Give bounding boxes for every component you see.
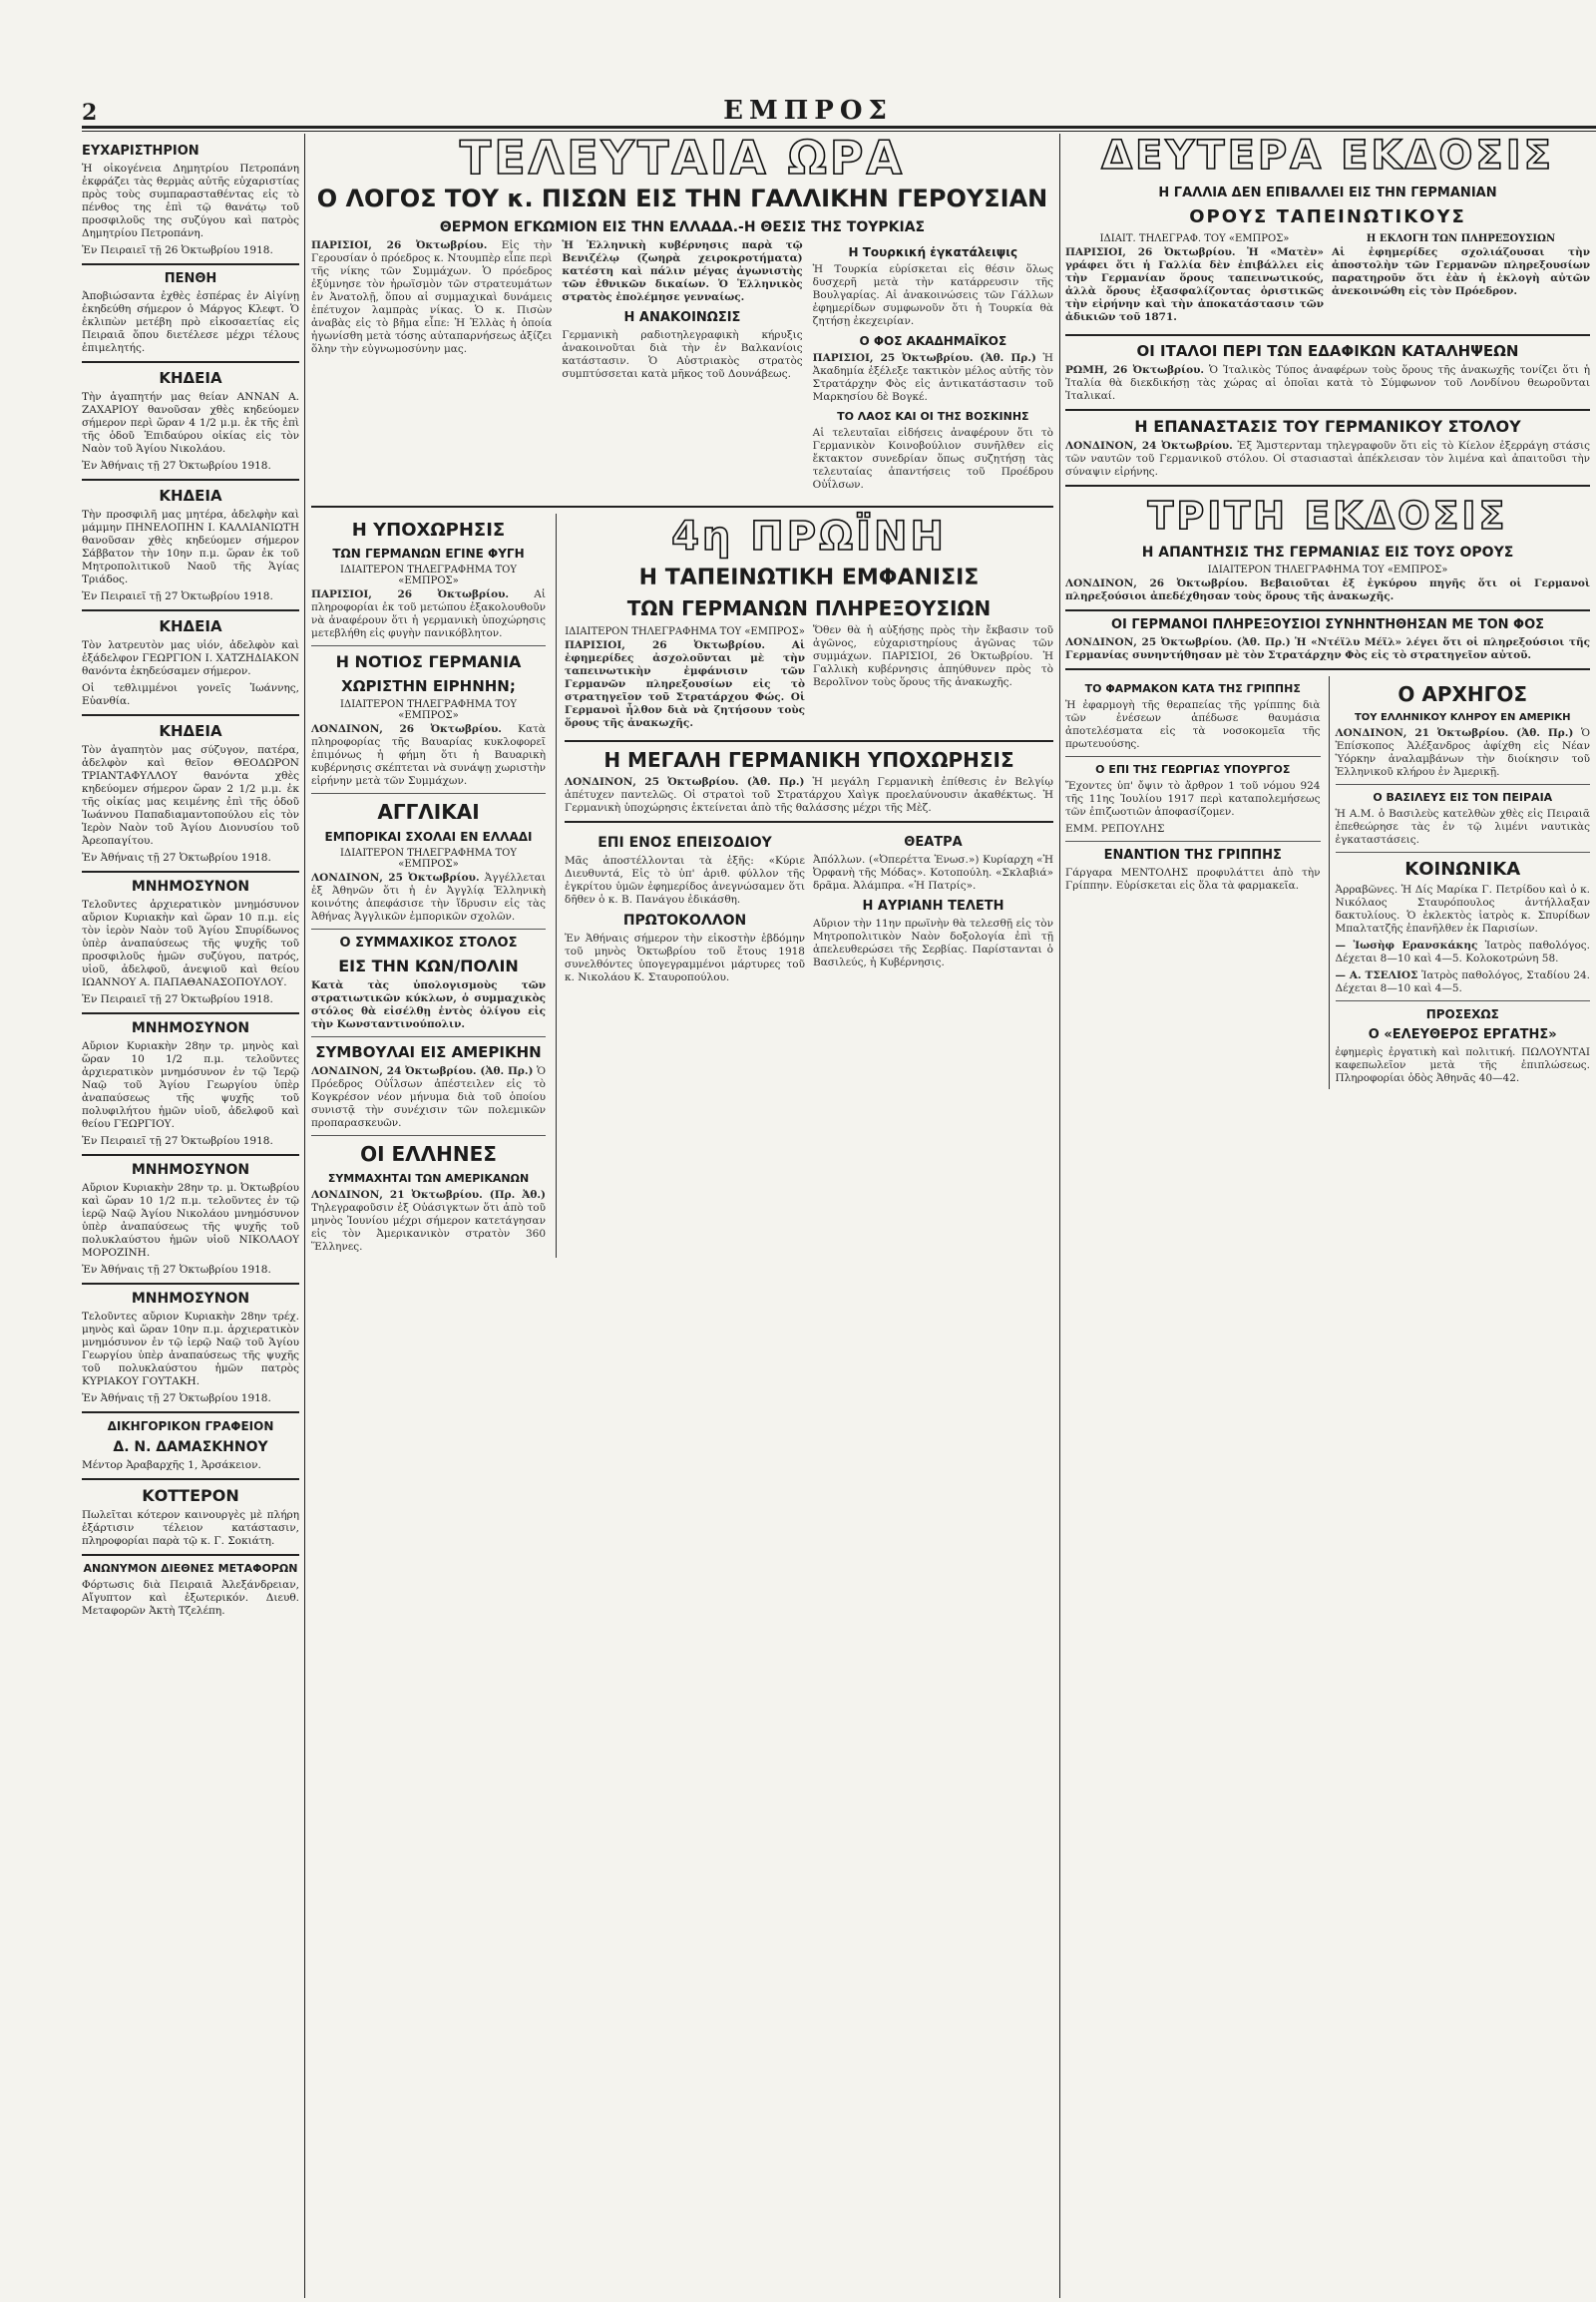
dateline: ΠΑΡΙΣΙΟΙ, 26 Ὀκτωβρίου.	[311, 239, 488, 251]
workers-name: Ο «ΕΛΕΥΘΕΡΟΣ ΕΡΓΑΤΗΣ»	[1368, 1027, 1557, 1042]
column-rule	[1059, 134, 1060, 2298]
law-office-address: Μέντορ Ἀραβαρχῆς 1, Ἀρσάκειον.	[82, 1459, 261, 1471]
greeks-sub: ΣΥΜΜΑΧΗΤΑΙ ΤΩΝ ΑΜΕΡΙΚΑΝΩΝ	[327, 1172, 530, 1185]
law-office-name: Δ. Ν. ΔΑΜΑΣΚΗΝΟΥ	[113, 1439, 268, 1455]
source-line: ΙΔΙΑΙΤΕΡΟΝ ΤΗΛΕΓΡΑΦΗΜΑ ΤΟΥ «ΕΜΠΡΟΣ»	[340, 848, 517, 870]
memorial-text: Τελοῦντες αὔριον Κυριακὴν 28ην τρέχ. μηνὸς καὶ ὥραν 10ην π.μ. ἀρχιερατικὸν μνημόσυνον ἐν τῷ ἱερῷ Ναῷ τοῦ Ἁγίου Γεωργίου ὑπὲρ ἀναπαύσεως τῆς ψυχῆς τοῦ πολυκλαύστου ἡμῶν πατρὸς ΚΥΡΙΑΚΟΥ ΓΟΥΤΑΚΗ.	[82, 1311, 299, 1387]
source-line: ΙΔΙΑΙΤΕΡΟΝ ΤΗΛΕΓΡΑΦΗΜΑ ΤΟΥ «ΕΜΠΡΟΣ»	[340, 699, 517, 721]
italians-text: Ὁ Ἰταλικὸς Τύπος ἀναφέρων τοὺς ὅρους τῆς ἀνακωχῆς τονίζει ὅτι ἡ Ἰταλία θὰ διεκδικήσῃ τὰς χώρας αἱ ὁποῖαι κατὰ τὸ Σύμφωνον τοῦ Λονδίνου θεωροῦνται Ἰταλικαί.	[1065, 364, 1590, 402]
funeral-text: Τὸν ἀγαπητὸν μας σύζυγον, πατέρα, ἀδελφὸν καὶ θεῖον ΘΕΟΔΩΡΟΝ ΤΡΙΑΝΤΑΦΥΛΛΟΥ θανόντα χθὲς κηδεύομεν σήμερον ὥραν 2 1/2 μ.μ. ἐκ τῆς οἰκίας μας κειμένης ἐπὶ τῆς ὁδοῦ Ἰωάννου Παπαδιαμαντοπούλου εἰς τὸν Ἱερὸν Ναὸν τοῦ Ἁγίου Διονυσίου τοῦ Ἀρεοπαγίτου.	[82, 744, 299, 847]
mourning-title: ΠΕΝΘΗ	[164, 271, 217, 286]
protocol-title: ΠΡΩΤΟΚΟΛΛΟΝ	[622, 913, 747, 929]
left-column	[82, 138, 299, 2298]
funeral-title: ΚΗΔΕΙΑ	[159, 617, 222, 635]
speech-text: Ἡ Ἑλληνικὴ κυβέρνησις παρὰ τῷ Βενιζέλῳ (ζωηρὰ χειροκροτήματα) κατέστη καὶ πάλιν μέγας ἀγωνιστὴς τῶν ἐθνικῶν δικαίων. Ὁ Ἑλληνικὸς στρατὸς ἐπολέμησε γενναίως.	[562, 239, 803, 303]
dateline: ΠΑΡΙΣΙΟΙ, 26 Ὀκτωβρίου.	[1065, 246, 1236, 258]
minister-text: Ἔχοντες ὑπ' ὄψιν τὸ ἄρθρον 1 τοῦ νόμου 924 τῆς 11ης Ἰουλίου 1917 περὶ καταπολεμήσεως τῶν ἐπιζωοτιῶν ἀποφασίζομεν.	[1065, 780, 1321, 818]
ceremony-title: Η ΑΥΡΙΑΝΗ ΤΕΛΕΤΗ	[862, 899, 1004, 914]
fourth-headline-sub: ΤΩΝ ΓΕΡΜΑΝΩΝ ΠΛΗΡΕΞΟΥΣΙΩΝ	[626, 596, 992, 620]
dateline: ΛΟΝΔΙΝΟΝ, 24 Ὀκτωβρίου.	[1065, 440, 1233, 452]
funeral-date: Ἐν Ἀθήναις τῇ 27 Ὀκτωβρίου 1918.	[82, 460, 271, 472]
dateline: ΠΑΡΙΣΙΟΙ, 26 Ὀκτωβρίου.	[565, 639, 766, 651]
retreat-sub: ΤΩΝ ΓΕΡΜΑΝΩΝ ΕΓΙΝΕ ΦΥΓΗ	[332, 547, 525, 561]
episode-text: Μᾶς ἀποστέλλονται τὰ ἑξῆς: «Κύριε Διευθυντά, Εἰς τὸ ὑπ' ἀριθ. φύλλον τῆς ἐγκρίτου ὑμῶν ἐφημερίδος ἀνεγνώσαμεν ὅτι δῆθεν ὁ κ. Β. Πανάγου ἐδικάσθη.	[565, 855, 805, 906]
masthead-rule	[82, 126, 1596, 129]
speech-headline: Ο ΛΟΓΟΣ ΤΟΥ κ. ΠΙΣΩΝ ΕΙΣ ΤΗΝ ΓΑΛΛΙΚΗΝ ΓΕΡΟΥΣΙΑΝ	[316, 185, 1048, 212]
center-section	[311, 132, 1053, 2298]
speech-text: Εἰς τὴν Γερουσίαν ὁ πρόεδρος κ. Ντουμπὲρ εἶπε περὶ τῆς νίκης τῶν Συμμάχων. Ὁ πρόεδρος ἐξύμνησε τὸν ἡρωϊσμὸν τῶν στρατευμάτων ἐν Ἀνατολῇ, ὅπου αἱ συμμαχικαὶ δυνάμεις ἐπέτυχον λαμπρὰς νίκας. Ὁ κ. Πισὼν ἀναβὰς εἰς τὸ βῆμα εἶπε: Ἡ Ἑλλὰς ἡ ὁποία ἠγωνίσθη μετὰ τόσης αὐταπαρνήσεως ἀξίζει ὅλην τὴν εὐγνωμοσύνην μας.	[311, 239, 553, 355]
dateline: ΛΟΝΔΙΝΟΝ, 25 Ὀκτωβρίου. (Ἀθ. Πρ.)	[1065, 636, 1291, 648]
dateline: ΡΩΜΗ, 26 Ὀκτωβρίου.	[1065, 364, 1205, 376]
leader-title: Ο ΑΡΧΗΓΟΣ	[1397, 682, 1528, 706]
thanks-title: ΕΥΧΑΡΙΣΤΗΡΙΟΝ	[82, 144, 200, 159]
leader-sub: ΤΟΥ ΕΛΛΗΝΙΚΟΥ ΚΛΗΡΟΥ ΕΝ ΑΜΕΡΙΚΗ	[1354, 712, 1571, 723]
minister-sign: ΕΜΜ. ΡΕΠΟΥΛΗΣ	[1065, 823, 1165, 835]
fleet-text: Κατὰ τὰς ὑπολογισμοὺς τῶν στρατιωτικῶν κύκλων, ὁ συμμαχικὸς στόλος θὰ εἰσέλθῃ ἐντὸς ὀλίγου εἰς τὴν Κωνσταντινούπολιν.	[311, 979, 546, 1030]
dateline: ΛΟΝΔΙΝΟΝ, 25 Ὀκτωβρίου.	[311, 872, 480, 884]
gallia-sub: ΟΡΟΥΣ ΤΑΠΕΙΝΩΤΙΚΟΥΣ	[1189, 206, 1466, 227]
dateline: ΛΟΝΔΙΝΟΝ, 26 Ὀκτωβρίου.	[1065, 577, 1248, 589]
gallia-text: Ἡ «Ματὲν» γράφει ὅτι ἡ Γαλλία δὲν ἐπιβάλλει εἰς τὴν Γερμανίαν ὅρους ταπεινωτικούς, ἀλλὰ ὅρους ἐξασφαλίζοντας ὁριστικῶς τὴν εἰρήνην καὶ τὴν ἀποκατάστασιν τῶν ἀδικιῶν τοῦ 1871.	[1065, 246, 1324, 323]
doctor-name: — Α. ΤΣΕΛΙΟΣ	[1335, 969, 1418, 981]
workers-text: ἐφημερὶς ἐργατικὴ καὶ πολιτική. ΠΩΛΟΥΝΤΑΙ καφεπωλεῖον μετὰ τῆς ἐπιπλώσεως. Πληροφορίαι ὁδὸς Ἀθηνᾶς 40—42.	[1335, 1046, 1590, 1084]
announcement-text: Γερμανικὴ ραδιοτηλεγραφικὴ κήρυξις ἀνακοινοῦται διὰ τὴν ἐν Βαλκανίοις κατάστασιν. Ὁ Αὐστριακὸς στρατὸς συμπτύσσεται κατὰ μῆκος τοῦ Δουνάβεως.	[562, 329, 803, 380]
fourth-text: Ὅθεν θὰ ἡ αὐξήσῃς πρὸς τὴν ἔκβασιν τοῦ ἀγῶνος, εὐχαριστηρίους ἀγῶνας τῶν συμμάχων. ΠΑΡΙΣΙΟΙ, 26 Ὀκτωβρίου. Ἡ Γαλλικὴ κυβέρνησις ἀπηύθυνεν πρὸς τὸ Βερολῖνον τοὺς ὅρους τῆς ἀνακωχῆς.	[813, 624, 1053, 688]
episode-title: ΕΠΙ ΕΝΟΣ ΕΠΕΙΣΟΔΙΟΥ	[598, 835, 772, 851]
right-left-subcolumn	[1065, 676, 1321, 1089]
fourth-title: 4η ΠΡΩΪΝΗ	[671, 514, 947, 560]
paper-name: ΕΜΠΡΟΣ	[723, 96, 893, 126]
dateline: ΛΟΝΔΙΝΟΝ, 21 Ὀκτωβρίου. (Ἀθ. Πρ.)	[1335, 727, 1574, 739]
reply-title: Η ΑΠΑΝΤΗΣΙΣ ΤΗΣ ΓΕΡΜΑΝΙΑΣ ΕΙΣ ΤΟΥΣ ΟΡΟΥΣ	[1141, 545, 1514, 561]
source-line: ΙΔΙΑΙΤ. ΤΗΛΕΓΡΑΦ. ΤΟΥ «ΕΜΠΡΟΣ»	[1099, 233, 1290, 244]
law-office-title: ΔΙΚΗΓΟΡΙΚΟΝ ΓΡΑΦΕΙΟΝ	[107, 1419, 274, 1433]
germany-title: Η ΝΟΤΙΟΣ ΓΕΡΜΑΝΙΑ	[335, 652, 522, 671]
turkey-title: Η Τουρκική ἐγκατάλειψις	[848, 245, 1018, 259]
doctor-text: Ἰατρὸς παθολόγος. Δέχεται 8—10 καὶ 4—5. Κολοκοτρώνη 58.	[1335, 940, 1590, 964]
funeral-date: Ἐν Ἀθήναις τῇ 27 Ὀκτωβρίου 1918.	[82, 852, 271, 864]
source-line: ΙΔΙΑΙΤΕΡΟΝ ΤΗΛΕΓΡΑΦΗΜΑ ΤΟΥ «ΕΜΠΡΟΣ»	[1207, 565, 1448, 576]
italians-title: ΟΙ ΙΤΑΛΟΙ ΠΕΡΙ ΤΩΝ ΕΔΑΦΙΚΩΝ ΚΑΤΑΛΗΨΕΩΝ	[1136, 342, 1519, 360]
funeral-date: Ἐν Πειραιεῖ τῇ 27 Ὀκτωβρίου 1918.	[82, 590, 273, 602]
fourth-edition	[556, 514, 1053, 1258]
gallia-title: Η ΓΑΛΛΙΑ ΔΕΝ ΕΠΙΒΑΛΛΕΙ ΕΙΣ ΤΗΝ ΓΕΡΜΑΝΙΑΝ	[1158, 186, 1497, 200]
main-headline: ΤΕΛΕΥΤΑΙΑ ΩΡΑ	[459, 132, 906, 185]
flu-text: Γάργαρα ΜΕΝΤΟΛΗΣ προφυλάττει ἀπὸ τὴν Γρίππην. Εὑρίσκεται εἰς ὅλα τὰ φαρμακεῖα.	[1065, 867, 1321, 892]
leader-text: Ὁ Ἐπίσκοπος Ἀλέξανδρος ἀφίχθη εἰς Νέαν Ὑόρκην ἀναλαμβάνων τὴν διοίκησιν τοῦ Ἑλληνικοῦ κλήρου ἐν Ἀμερικῇ.	[1335, 727, 1590, 778]
memorial-date: Ἐν Ἀθήναις τῇ 27 Ὀκτωβρίου 1918.	[82, 1264, 271, 1276]
right-section	[1065, 132, 1590, 2298]
doctor-name: — Ἰωσὴφ Ερανσκάκης	[1335, 940, 1478, 952]
memorial-title: ΜΝΗΜΟΣΥΝΟΝ	[131, 1162, 250, 1178]
big-retreat-title: Η ΜΕΓΑΛΗ ΓΕΡΜΑΝΙΚΗ ΥΠΟΧΩΡΗΣΙΣ	[603, 748, 1014, 772]
doctor-text: Ἰατρὸς παθολόγος, Σταδίου 24. Δέχεται 8—10 καὶ 4—5.	[1335, 969, 1590, 994]
social-text: Ἀρραβῶνες. Ἡ Δίς Μαρίκα Γ. Πετρίδου καὶ ὁ κ. Νικόλαος Σταυρόπουλος ἀντήλλαξαν δακτυλίους. Ὁ ἐκλεκτὸς ἰατρὸς κ. Σπυρίδων Μπαλτατζῆς ἐπανῆλθεν ἐκ Παρισίων.	[1335, 884, 1590, 935]
source-line: ΙΔΙΑΙΤΕΡΟΝ ΤΗΛΕΓΡΑΦΗΜΑ ΤΟΥ «ΕΜΠΡΟΣ»	[565, 626, 805, 637]
dateline: ΛΟΝΔΙΝΟΝ, 21 Ὀκτωβρίου. (Πρ. Ἀθ.)	[311, 1189, 546, 1201]
memorial-title: ΜΝΗΜΟΣΥΝΟΝ	[131, 1020, 250, 1036]
funeral-text: Τὸν λατρευτὸν μας υἱόν, ἀδελφὸν καὶ ἐξάδελφον ΓΕΩΡΓΙΟΝ Ι. ΧΑΤΖΗΔΙΑΚΟΝ θανόντα ἐκηδεύσαμεν σήμερον.	[82, 639, 299, 677]
advice-text: Ὁ Πρόεδρος Οὐΐλσων ἀπέστειλεν εἰς τὸ Κογκρέσον νέον μήνυμα διὰ τοῦ ὁποίου συνιστᾷ τὴν συνέχισιν τῶν πολεμικῶν προπαρασκευῶν.	[311, 1065, 546, 1129]
gallia-side-text: Αἱ ἐφημερίδες σχολιάζουσαι τὴν ἀποστολὴν τῶν Γερμανῶν πληρεξουσίων παρατηροῦν ὅτι ἐὰν ἡ ἐκλογὴ αὐτῶν ἀνεκοινώθη εἰς τὸν Πρόεδρον.	[1332, 246, 1590, 297]
king-title: Ο ΒΑΣΙΛΕΥΣ ΕΙΣ ΤΟΝ ΠΕΙΡΑΙΑ	[1373, 791, 1553, 804]
germany-sub: ΧΩΡΙΣΤΗΝ ΕΙΡΗΝΗΝ;	[341, 677, 516, 695]
protocol-text: Ἐν Ἀθήναις σήμερον τὴν εἰκοστὴν ἑβδόμην τοῦ μηνὸς Ὀκτωβρίου τοῦ ἔτους 1918 συνελθόντες ὑπογεγραμμένοι μάρτυρες τοῦ κ. Νικολάου Κ. Σταυροπούλου.	[565, 933, 805, 983]
funeral-title: ΚΗΔΕΙΑ	[159, 369, 222, 387]
remedy-title: ΤΟ ΦΑΡΜΑΚΟΝ ΚΑΤΑ ΤΗΣ ΓΡΙΠΠΗΣ	[1084, 682, 1301, 695]
retreat-text: Αἱ πληροφορίαι ἐκ τοῦ μετώπου ἐξακολουθοῦν νὰ ἀναφέρουν ὅτι ἡ γερμανικὴ ὑποχώρησις μετεβλήθη εἰς φυγὴν πανικόβλητον.	[311, 588, 546, 639]
speech-column	[813, 239, 1053, 496]
dateline: ΛΟΝΔΙΝΟΝ, 24 Ὀκτωβρίου. (Ἀθ. Πρ.)	[311, 1065, 534, 1077]
dateline: ΛΟΝΔΙΝΟΝ, 25 Ὀκτωβρίου. (Ἀθ. Πρ.)	[565, 776, 805, 788]
fourth-headline: Η ΤΑΠΕΙΝΩΤΙΚΗ ΕΜΦΑΝΙΣΙΣ	[638, 566, 980, 590]
funeral-title: ΚΗΔΕΙΑ	[159, 722, 222, 740]
transport-title: ΑΝΩΝΥΜΟΝ ΔΙΕΘΝΕΣ ΜΕΤΑΦΟΡΩΝ	[83, 1562, 298, 1575]
mourning-text: Ἀποβιώσαντα ἐχθὲς ἐσπέρας ἐν Αἰγίνῃ ἐκηδεύθη σήμερον ὁ Μάργος Κλεφτ. Ὁ ἐκλιπὼν μετέβη πρὸ εἰκοσαετίας εἰς Πειραιᾶ ὅπου διετέλεσε μέχρι τέλους ἐπιμελητής.	[82, 290, 299, 354]
germany-text: Κατὰ πληροφορίας τῆς Βαυαρίας κυκλοφορεῖ ἐπιμόνως ἡ φήμη ὅτι ἡ Βαυαρικὴ κυβέρνησις σκέπτεται νὰ συνάψῃ χωριστὴν εἰρήνην μετὰ τῶν Συμμάχων.	[311, 723, 546, 787]
advice-title: ΣΥΜΒΟΥΛΑΙ ΕΙΣ ΑΜΕΡΙΚΗΝ	[315, 1043, 542, 1061]
transport-text: Φόρτωσις διὰ Πειραιᾶ Ἀλεξάνδρειαν, Αἴγυπτον καὶ ἐξωτερικόν. Διευθ. Μεταφορῶν Ἀκτὴ Τζελέπη.	[82, 1579, 299, 1617]
memorial-date: Ἐν Ἀθήναις τῇ 27 Ὀκτωβρίου 1918.	[82, 1392, 271, 1404]
fleet-sub: ΕΙΣ ΤΗΝ ΚΩΝ/ΠΟΛΙΝ	[338, 957, 519, 975]
greeks-text: Τηλεγραφοῦσιν ἐξ Οὐάσιγκτων ὅτι ἀπὸ τοῦ μηνὸς Ἰουνίου μέχρι σήμερον κατετάγησαν εἰς τὸν Ἀμερικανικὸν στρατὸν 360 Ἕλληνες.	[311, 1202, 546, 1253]
fleet-title: Ο ΣΥΜΜΑΧΙΚΟΣ ΣΤΟΛΟΣ	[339, 936, 518, 951]
thanks-text: Ἡ οἰκογένεια Δημητρίου Πετροπάνη ἐκφράζει τὰς θερμὰς αὐτῆς εὐχαριστίας πρὸς τοὺς συμπαρασταθέντας εἰς τὸ πένθος της ἐπὶ τῷ θανάτῳ τοῦ προσφιλοῦς της συζύγου καὶ πατρὸς Δημητρίου Πετροπάνη.	[82, 163, 299, 239]
gallia-side-title: Η ΕΚΛΟΓΗ ΤΩΝ ΠΛΗΡΕΞΟΥΣΙΩΝ	[1366, 233, 1556, 244]
plenipot-title: ΟΙ ΓΕΡΜΑΝΟΙ ΠΛΗΡΕΞΟΥΣΙΟΙ ΣΥΝΗΝΤΗΘΗΣΑΝ ΜΕ ΤΟΝ ΦΟΣ	[1110, 617, 1545, 632]
dateline: ΛΟΝΔΙΝΟΝ, 26 Ὀκτωβρίου.	[311, 723, 502, 735]
funeral-text: Τὴν προσφιλῆ μας μητέρα, ἀδελφὴν καὶ μάμμην ΠΗΝΕΛΟΠΗΝ Ι. ΚΑΛΛΙΑΝΙΩΤΗ θανοῦσαν χθὲς κηδεύομεν σήμερον Σάββατον τὴν 10ην π.μ. ὥραν ἐκ τοῦ Μητροπολιτικοῦ Ναοῦ τῆς Ἁγίας Τριάδος.	[82, 509, 299, 585]
cotton-text: Πωλεῖται κότερον καινουργὲς μὲ πλήρη ἐξάρτισιν τέλειον κατάστασιν, πληροφορίαι παρὰ τῷ κ. Γ. Σοκιάτη.	[82, 1509, 299, 1547]
english-title: ΑΓΓΛΙΚΑΙ	[377, 800, 480, 824]
theatre-title: ΘΕΑΤΡΑ	[904, 835, 963, 850]
speech-column	[311, 239, 552, 496]
minister-title: Ο ΕΠΙ ΤΗΣ ΓΕΩΡΓΙΑΣ ΥΠΟΥΡΓΟΣ	[1095, 763, 1291, 776]
greeks-title: ΟΙ ΕΛΛΗΝΕΣ	[360, 1142, 497, 1166]
funeral-note: Οἱ τεθλιμμένοι γονεῖς Ἰωάννης, Εὐανθία.	[82, 682, 299, 707]
english-text: Ἀγγέλλεται ἐξ Ἀθηνῶν ὅτι ἡ ἐν Ἀγγλίᾳ Ἑλληνικὴ κοινότης ἀπεφάσισε τὴν ἵδρυσιν εἰς τὰς Ἀθήνας Ἀγγλικῶν ἐμπορικῶν σχολῶν.	[311, 872, 546, 923]
academy-text: Ἡ Ἀκαδημία ἐξέλεξε τακτικὸν μέλος αὐτῆς τὸν Στρατάρχην Φὸς εἰς ἀντικατάστασιν τοῦ Μαρκησίου δὲ Βογκέ.	[812, 352, 1053, 403]
turkey-text: Ἡ Τουρκία εὑρίσκεται εἰς θέσιν ὅλως δυσχερῆ μετὰ τὴν κατάρρευσιν τῆς Βουλγαρίας. Αἱ ἀνακοινώσεις τῶν Γάλλων ἐφημερίδων συμφωνοῦν ὅτι ἡ Τουρκία θὰ ζητήσῃ ἐκεχειρίαν.	[812, 263, 1053, 327]
flu-title: ΕΝΑΝΤΙΟΝ ΤΗΣ ΓΡΙΠΠΗΣ	[1103, 848, 1282, 863]
memorial-title: ΜΝΗΜΟΣΥΝΟΝ	[131, 879, 250, 895]
funeral-title: ΚΗΔΕΙΑ	[159, 487, 222, 505]
funeral-text: Τὴν ἀγαπητήν μας θείαν ΑΝΝΑΝ Α. ΖΑΧΑΡΙΟΥ θανοῦσαν χθὲς κηδεύομεν σήμερον περὶ ὥραν 4 1/2 μ.μ. ἐκ τῆς ἐπὶ τῆς ὁδοῦ Ἐπιδαύρου οἰκίας εἰς τὸν Ναὸν τοῦ Ἁγίου Νικολάου.	[82, 391, 299, 455]
edition3-title: ΤΡΙΤΗ ΕΚΔΟΣΙΣ	[1147, 494, 1508, 538]
revolt-title: Η ΕΠΑΝΑΣΤΑΣΙΣ ΤΟΥ ΓΕΡΜΑΝΙΚΟΥ ΣΤΟΛΟΥ	[1134, 417, 1521, 436]
lawn-title: ΤΟ ΛΑΟΣ ΚΑΙ ΟΙ ΤΗΣ ΒΟΣΚΙΝΗΣ	[837, 410, 1029, 423]
academy-title: Ο ΦΟΣ ΑΚΑΔΗΜΑΪΚΟΣ	[859, 334, 1007, 348]
announcement-title: Η ΑΝΑΚΟΙΝΩΣΙΣ	[623, 310, 741, 325]
dateline: ΠΑΡΙΣΙΟΙ, 26 Ὀκτωβρίου.	[311, 588, 510, 600]
king-text: Ἡ Α.Μ. ὁ Βασιλεὺς κατελθὼν χθὲς εἰς Πειραιᾶ ἐπεθεώρησε τὰς ἐν τῷ λιμένι ναυτικὰς ἐγκαταστάσεις.	[1335, 808, 1590, 846]
workers-title: ΠΡΟΣΕΧΩΣ	[1425, 1007, 1499, 1021]
memorial-text: Αὔριον Κυριακὴν 28ην τρ. μηνὸς καὶ ὥραν 10 1/2 π.μ. τελοῦντες ἀρχιερατικὸν μνημόσυνον ἐν τῷ Ἱερῷ Ναῷ τοῦ Ἁγίου Γεωργίου ὑπὲρ ἀναπαύσεως τῆς ψυχῆς τοῦ πολυφιλήτου ἡμῶν υἱοῦ, ἀδελφοῦ καὶ θείου ΓΕΩΡΓΙΟΥ.	[82, 1040, 299, 1130]
lawn-text: Αἱ τελευταῖαι εἰδήσεις ἀναφέρουν ὅτι τὸ Γερμανικὸν Κοινοβούλιον συνῆλθεν εἰς ἔκτακτον συνεδρίαν ὅπως συζητήσῃ τὰς τελευταίας ἀπαντήσεις τοῦ Προέδρου Οὐΐλσων.	[812, 427, 1053, 491]
memorial-title: ΜΝΗΜΟΣΥΝΟΝ	[131, 1291, 250, 1307]
reply-text: Βεβαιοῦται ἐξ ἐγκύρου πηγῆς ὅτι οἱ Γερμανοὶ πληρεξούσιοι ἀπεδέχθησαν τοὺς ὅρους τῆς ἀνακωχῆς.	[1065, 577, 1590, 602]
source-line: ΙΔΙΑΙΤΕΡΟΝ ΤΗΛΕΓΡΑΦΗΜΑ ΤΟΥ «ΕΜΠΡΟΣ»	[340, 565, 517, 586]
cotton-title: ΚΟΤΤΕΡΟΝ	[142, 1486, 239, 1505]
memorial-date: Ἐν Πειραιεῖ τῇ 27 Ὀκτωβρίου 1918.	[82, 993, 273, 1005]
memorial-date: Ἐν Πειραιεῖ τῇ 27 Ὀκτωβρίου 1918.	[82, 1135, 273, 1147]
social-title: ΚΟΙΝΩΝΙΚΑ	[1404, 859, 1521, 880]
thanks-date: Ἐν Πειραιεῖ τῇ 26 Ὀκτωβρίου 1918.	[82, 244, 273, 256]
retreat-title: Η ΥΠΟΧΩΡΗΣΙΣ	[351, 520, 506, 541]
big-retreat-text: Ἡ μεγάλη Γερμανικὴ ἐπίθεσις ἐν Βελγίῳ ἀπέτυχεν παντελῶς. Οἱ στρατοὶ τοῦ Στρατάρχου Χαὶγκ προελαύνουσιν ἀκαθέκτως. Ἡ Γερμανικὴ ὑποχώρησις ἐκτείνεται ἀπὸ τῆς θαλάσσης μέχρι τῆς Μὲζ.	[565, 776, 1053, 814]
page-number: 2	[82, 100, 98, 126]
right-right-subcolumn	[1329, 676, 1591, 1089]
english-sub: ΕΜΠΟΡΙΚΑΙ ΣΧΟΛΑΙ ΕΝ ΕΛΛΑΔΙ	[324, 830, 533, 844]
fourth-text: Αἱ ἐφημερίδες ἀσχολοῦνται μὲ τὴν ταπεινωτικὴν ἐμφάνισιν τῶν Γερμανῶν πληρεξουσίων εἰς τὸ στρατηγεῖον τοῦ Στρατάρχου Φώς. Οἱ Γερμανοὶ ἦλθον διὰ νὰ ζητήσουν τοὺς ὅρους τῆς ἀνακωχῆς.	[565, 639, 805, 729]
speech-subhead: ΘΕΡΜΟΝ ΕΓΚΩΜΙΟΝ ΕΙΣ ΤΗΝ ΕΛΛΑΔΑ.-Η ΘΕΣΙΣ ΤΗΣ ΤΟΥΡΚΙΑΣ	[439, 219, 926, 235]
memorial-text: Τελοῦντες ἀρχιερατικὸν μνημόσυνον αὔριον Κυριακὴν καὶ ὥραν 10 π.μ. εἰς τὸν ἱερὸν Ναὸν τοῦ Ἁγίου Σπυρίδωνος ὑπὲρ ἀναπαύσεως τῆς ψυχῆς τοῦ προσφιλοῦς ἡμῶν συζύγου, πατρός, υἱοῦ, ἀδελφοῦ, ἀνεψιοῦ καὶ θείου ΙΩΑΝΝΟΥ Α. ΠΑΠΑΘΑΝΑΣΟΠΟΥΛΟΥ.	[82, 899, 299, 988]
memorial-text: Αὔριον Κυριακὴν 28ην τρ. μ. Ὀκτωβρίου καὶ ὥραν 10 1/2 π.μ. τελοῦντες ἐν τῷ ἱερῷ Ναῷ Ἁγίου Νικολάου μνημόσυνον ὑπὲρ ἀναπαύσεως τῆς ψυχῆς τοῦ πολυκλαύστου ἡμῶν υἱοῦ ΝΙΚΟΛΑΟΥ ΜΟΡΟΖΙΝΗ.	[82, 1182, 299, 1259]
center-left-subcolumn	[311, 514, 546, 1258]
ceremony-text: Αὔριον τὴν 11ην πρωϊνὴν θὰ τελεσθῇ εἰς τὸν Μητροπολιτικὸν Ναὸν δοξολογία ἐπὶ τῇ ἀπελευθερώσει τῆς Σερβίας. Παρίστανται ὁ Βασιλεύς, ἡ Κυβέρνησις.	[813, 918, 1053, 968]
speech-column	[562, 239, 802, 496]
plenipot-text: Ἡ «Ντέϊλυ Μέϊλ» λέγει ὅτι οἱ πληρεξούσιοι τῆς Γερμανίας συνηντήθησαν μὲ τὸν Στρατάρχην Φὸς εἰς τὸ στρατηγεῖον αὐτοῦ.	[1065, 636, 1590, 661]
remedy-text: Ἡ ἐφαρμογὴ τῆς θεραπείας τῆς γρίππης διὰ τῶν ἐνέσεων ἀπέδωσε θαυμάσια ἀποτελέσματα εἰς τὰ νοσοκομεῖα τῆς πρωτευούσης.	[1065, 699, 1321, 750]
revolt-text: Ἐξ Ἄμστερνταμ τηλεγραφοῦν ὅτι εἰς τὸ Κίελον ἐξερράγη στάσις τῶν ναυτῶν τοῦ Γερμανικοῦ στόλου. Οἱ στασιασταὶ ἀπέκλεισαν τὸν λιμένα καὶ ἀπαιτοῦσι τὴν σύναψιν εἰρήνης.	[1065, 440, 1590, 478]
dateline: ΠΑΡΙΣΙΟΙ, 25 Ὀκτωβρίου. (Ἀθ. Πρ.)	[812, 352, 1036, 364]
edition2-title: ΔΕΥΤΕΡΑ ΕΚΔΟΣΙΣ	[1101, 133, 1554, 179]
column-rule	[304, 134, 305, 2298]
theatre-text: Ἀπόλλων. («Ὀπερέττα Ἐνωσ.») Κυρίαρχη «Ἡ Ὀρφανὴ τῆς Μόδας». Κοτοπούλη. «Σκλαβιά» δρᾶμα. Ἀλάμπρα. «Ἡ Πατρίς».	[813, 854, 1053, 892]
